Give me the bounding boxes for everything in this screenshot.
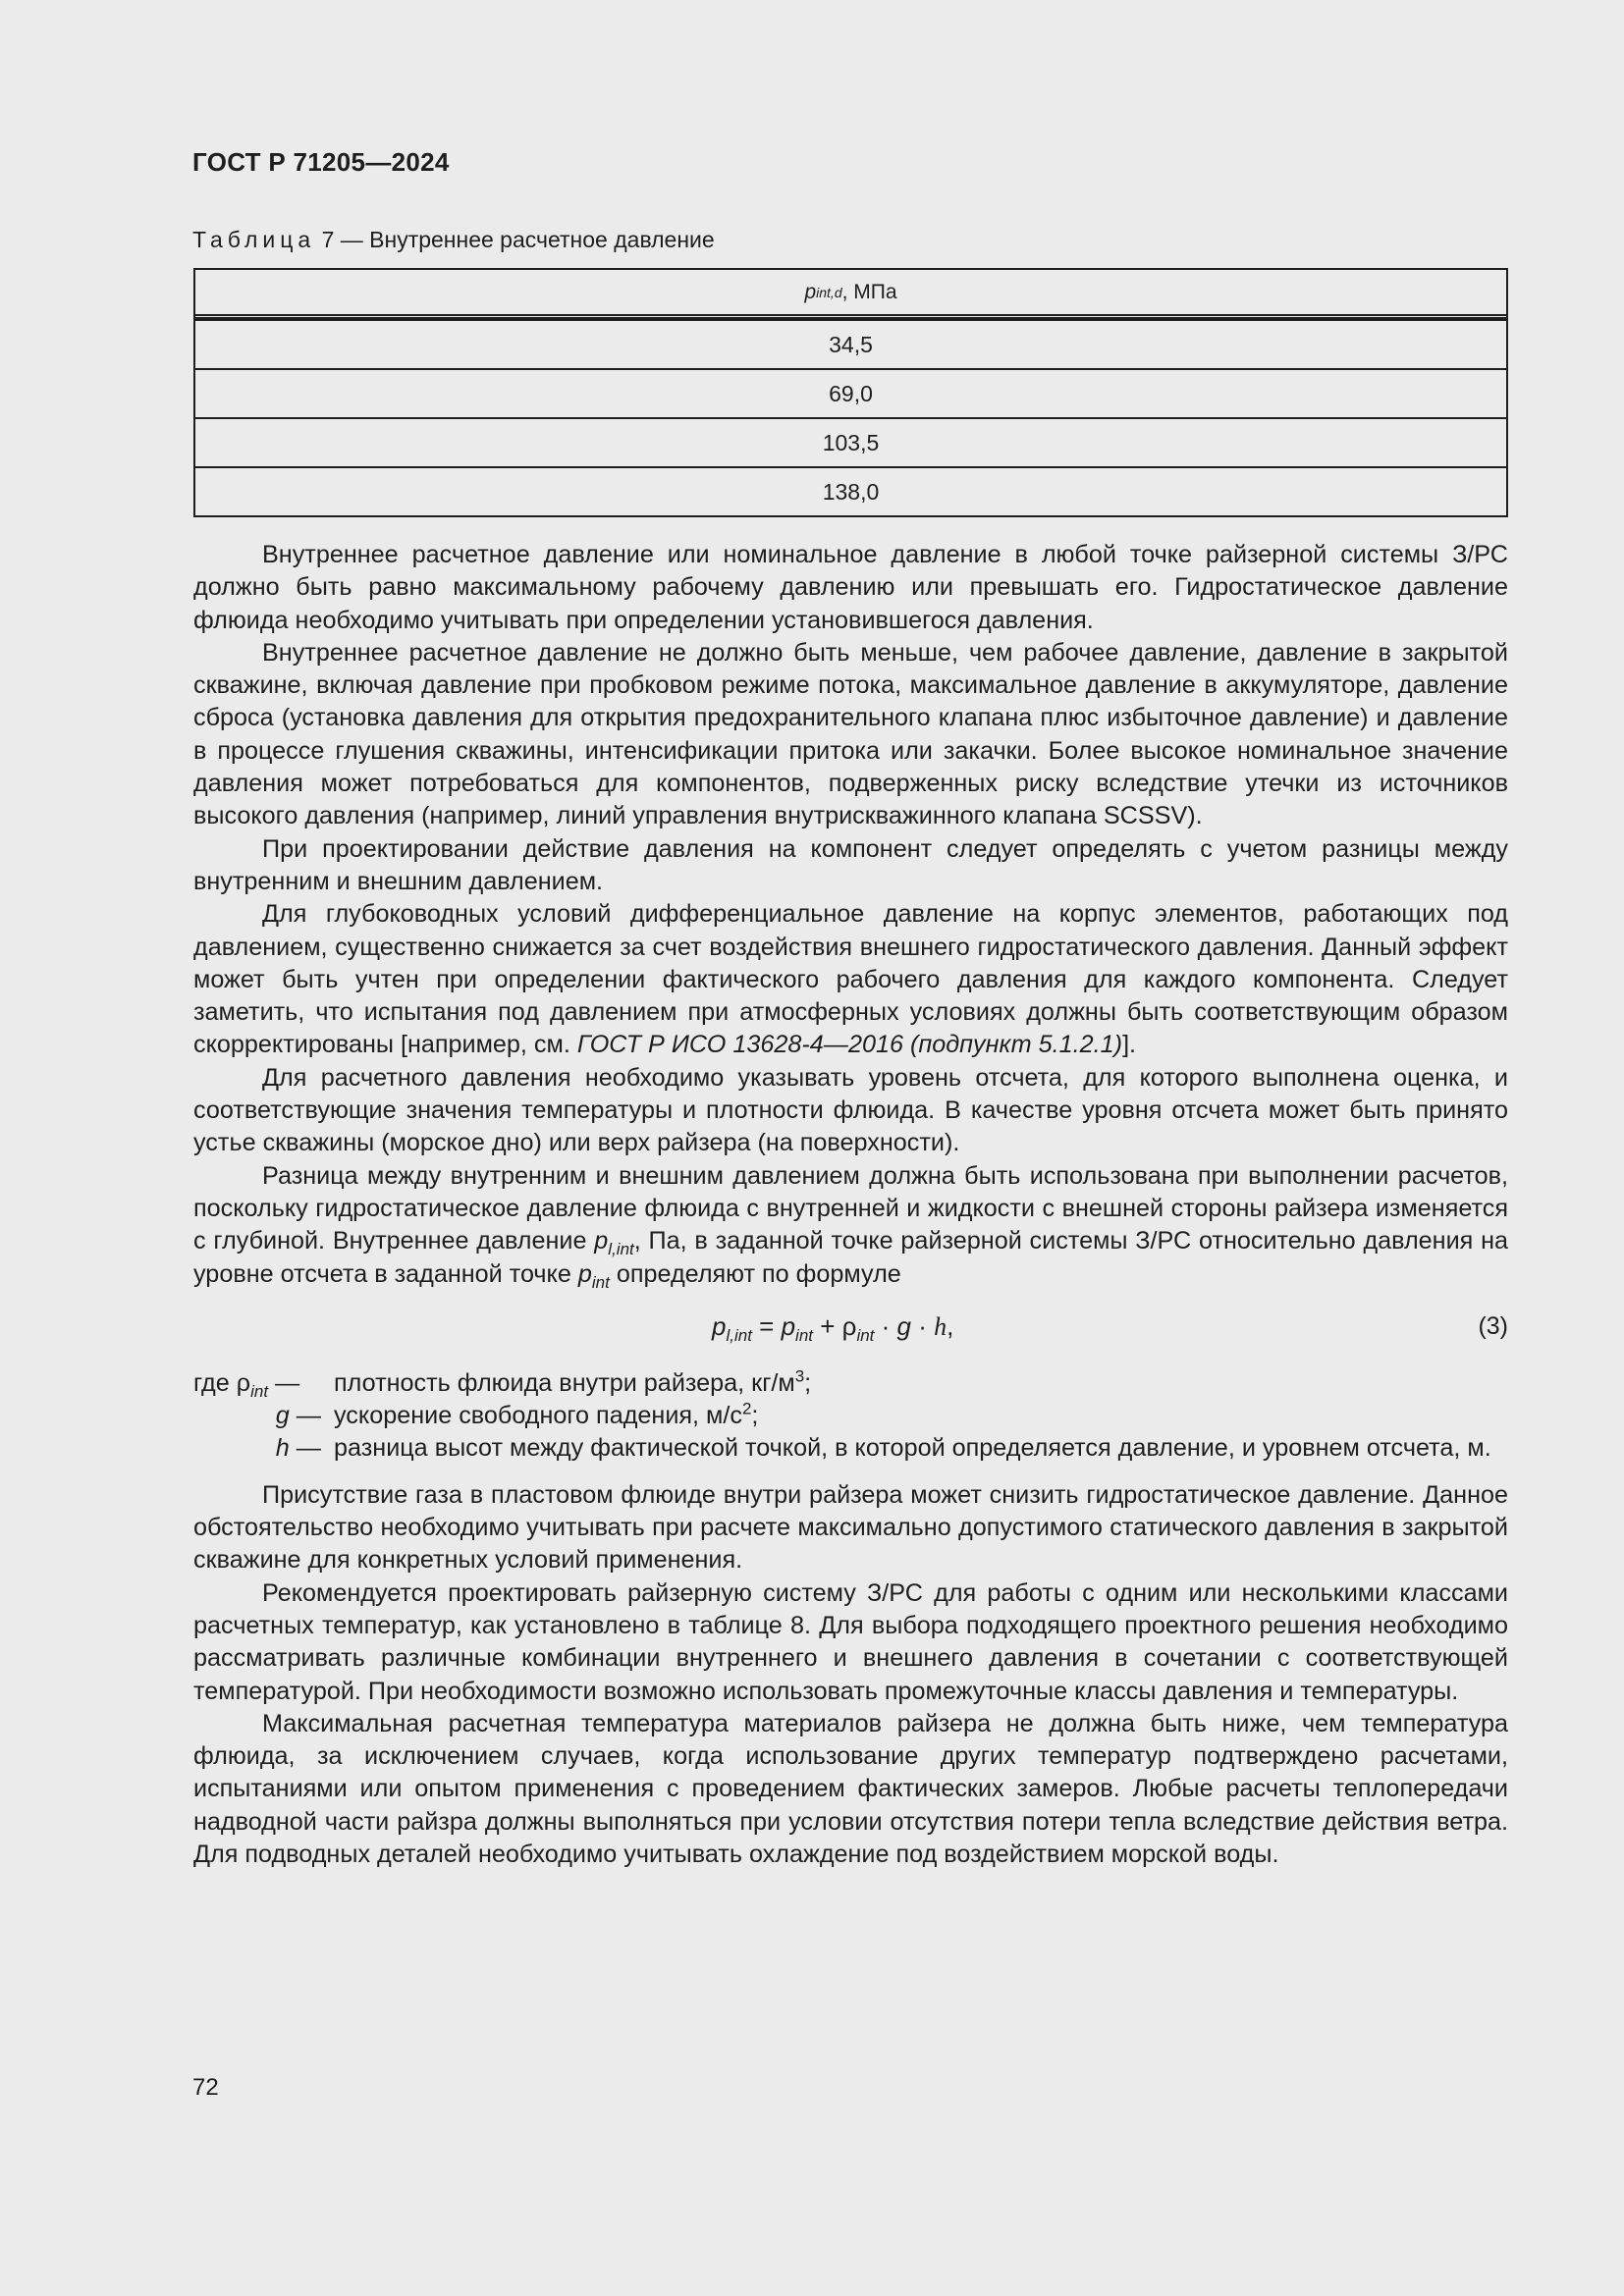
- variable-definitions: [193, 1367, 1508, 1466]
- body-text: [193, 539, 1508, 1871]
- paragraph: Для расчетного давления необходимо указывать уровень отсчета, для которого выполнена оценка, и соответствующие значения температуры и плотности флюида. В качестве уровня отсчета может быть принято устье скважины (морское дно) или верх райзера (на поверхности).: [193, 1063, 1508, 1157]
- table-row: 103,5: [195, 417, 1506, 466]
- pressure-table: [193, 268, 1508, 517]
- paragraph: Внутреннее расчетное давление или номинальное давление в любой точке райзерной системы З/РС должно быть равно максимальному рабочему давлению или превышать его. Гидростатическое давление флюида необходимо учитывать при определении установившегося давления.: [193, 541, 1508, 634]
- page-number: 72: [192, 2074, 219, 2101]
- table-caption: [192, 227, 715, 253]
- table-header-unit: , МПа: [841, 280, 897, 303]
- paragraph: Рекомендуется проектировать райзерную систему З/РС для работы с одним или несколькими классами расчетных температур, как установлено в таблице 8. Для выбора подходящего проектного решения необходимо рассматривать различные комбинации внутреннего и внешнего давления в сочетании с соответствующей температурой. При необходимости возможно использовать промежуточные классы давления и температуры.: [193, 1578, 1508, 1705]
- standard-reference: ГОСТ Р ИСО 13628-4—2016 (подпункт 5.1.2.1): [576, 1031, 1123, 1059]
- formula-number: (3): [1478, 1311, 1508, 1340]
- paragraph: При проектировании действие давления на компонент следует определять с учетом разницы между внутренним и внешним давлением.: [193, 834, 1508, 895]
- formula-row: [193, 1305, 1508, 1360]
- formula: $p_{l,int} = p_{int} + \rho_{int} \cdot g \cdot h$,: [712, 1310, 954, 1346]
- table-row: 34,5: [195, 319, 1506, 368]
- table-header-cell: [195, 270, 1506, 319]
- table-row: 69,0: [195, 368, 1506, 417]
- paragraph: Максимальная расчетная температура материалов райзера не должна быть ниже, чем температура флюида, за исключением случаев, когда использование других температур подтверждено расчетами, испытаниями или опытом применения с проведением фактических замеров. Любые расчеты теплопередачи надводной части райзра должны выполняться при условии отсутствия потери тепла вследствие действия ветра. Для подводных деталей необходимо учитывать охлаждение под воздействием морской воды.: [193, 1709, 1508, 1868]
- document-header: ГОСТ Р 71205—2024: [192, 147, 450, 177]
- table-row: 138,0: [195, 466, 1506, 515]
- paragraph: Присутствие газа в пластовом флюиде внутри райзера может снизить гидростатическое давление. Данное обстоятельство необходимо учитывать при расчете максимально допустимого статического давления в закрытой скважине для конкретных условий применения.: [193, 1480, 1508, 1575]
- table-header-symbol: p: [804, 280, 817, 303]
- list-item: h — разница высот между фактической точкой, в которой определяется давление, и уровнем отсчета, м.: [275, 1434, 1491, 1463]
- paragraph: Для глубоководных условий дифференциальное давление на корпус элементов, работающих под давлением, существенно снижается за счет воздействия внешнего гидростатического давления. Данный эффект может быть учтен при определении фактического рабочего давления для каждого компонента. Следует заметить, что испытания под давлением при атмосферных условиях должны быть соответствующим образом скорректированы [например, см. ГОСТ Р ИСО 13628-4—2016 (подпункт 5.1.2.1)].: [193, 900, 1508, 1059]
- table-header-subscript: int,d: [816, 284, 842, 300]
- list-item: g — ускорение свободного падения, $м/с^2$;: [275, 1399, 759, 1430]
- paragraph: Разница между внутренним и внешним давлением должна быть использована при выполнении расчетов, поскольку гидростатическое давление флюида с внутренней и жидкости с внешней стороны райзера изменяется с глубиной. Внутреннее давление $p_{l,int}$, Па, в заданной точке райзерной системы З/РС относительно давления на уровне отсчета в заданной точке $p_{int}$ определяют по формуле: [193, 1161, 1508, 1292]
- list-item: где $\rho_{int}$ — плотность флюида внутри райзера, $кг/м^3$;: [193, 1366, 812, 1401]
- paragraph: Внутреннее расчетное давление не должно быть меньше, чем рабочее давление, давление в закрытой скважине, включая давление при пробковом режиме потока, максимальное давление в аккумуляторе, давление сброса (установка давления для открытия предохранительного клапана плюс избыточное давление) и давление в процессе глушения скважины, интенсификации притока или закачки. Более высокое номинальное значение давления может потребоваться для компонентов, подверженных риску вследствие утечки из источников высокого давления (например, линий управления внутрискважинного клапана SCSSV).: [193, 638, 1508, 830]
- table-caption-prefix: Таблица: [192, 227, 316, 252]
- table-caption-title: 7 — Внутреннее расчетное давление: [315, 227, 715, 252]
